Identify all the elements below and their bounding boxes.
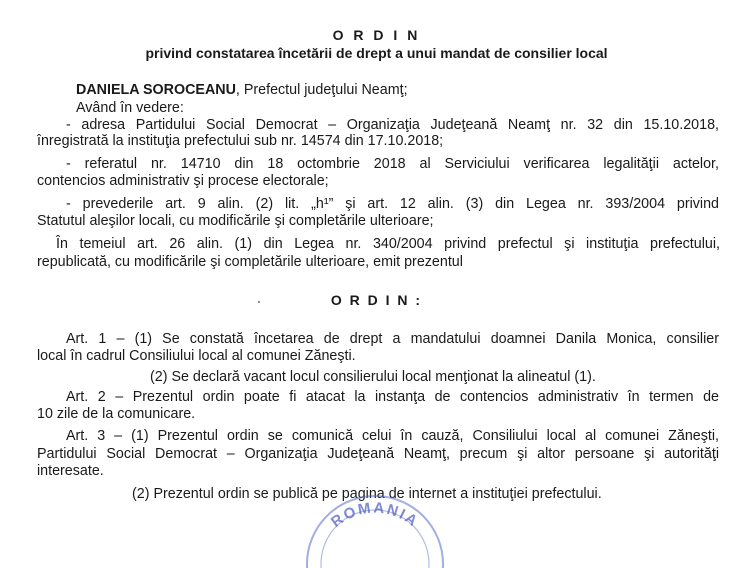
- issuer-line: [76, 82, 408, 99]
- ordin-heading: O R D I N :: [330, 292, 423, 308]
- article-line: 10 zile de la comunicare.: [37, 406, 196, 422]
- considerent-line: - prevederile art. 9 alin. (2) lit. „h¹” şi art. 12 alin. (3) din Legea nr. 393/2004 privind: [66, 196, 719, 212]
- avand-in-vedere: Având în vedere:: [76, 100, 184, 116]
- stamp-text: ROMANIA: [328, 499, 422, 531]
- article-line: local în cadrul Consiliului local al comunei Zăneşti.: [37, 348, 356, 364]
- considerent-line: înregistrată la instituţia prefectului sub nr. 14574 din 17.10.2018;: [37, 133, 444, 149]
- article-line: Art. 3 – (1) Prezentul ordin se comunică celui în cauză, Consiliului local al comunei Zăneşti,: [66, 428, 719, 444]
- considerent-line: contencios administrativ şi procese electorale;: [37, 173, 329, 189]
- document-subtitle: privind constatarea încetării de drept a unui mandat de consilier local: [145, 45, 608, 61]
- issuer-role: , Prefectul judeţului Neamţ;: [235, 82, 408, 98]
- article-line: interesate.: [37, 463, 104, 479]
- considerent-line: - referatul nr. 14710 din 18 octombrie 2018 al Serviciului verificarea legalităţii actelor,: [66, 156, 719, 172]
- official-stamp: [300, 488, 450, 568]
- document-title: O R D I N: [332, 27, 421, 43]
- article-line: (2) Prezentul ordin se publică pe pagina de internet a instituţiei prefectului.: [132, 486, 602, 502]
- article-line: Art. 2 – Prezentul ordin poate fi atacat la instanţa de contencios administrativ în termen de: [66, 389, 719, 405]
- article-line: Art. 1 – (1) Se constată încetarea de drept a mandatului doamnei Danila Monica, consilier: [66, 331, 719, 347]
- considerent-line: republicată, cu modificările şi completările ulterioare, emit prezentul: [37, 254, 463, 270]
- article-line: Partidului Social Democrat – Organizaţia Judeţeană Neamţ, precum şi altor persoane şi autorităţi: [37, 446, 719, 462]
- considerent-line: În temeiul art. 26 alin. (1) din Legea nr. 340/2004 privind prefectul şi instituţia prefectului,: [56, 236, 720, 252]
- considerent-line: - adresa Partidului Social Democrat – Organizaţia Judeţeană Neamţ nr. 32 din 15.10.2018,: [66, 117, 719, 133]
- considerent-line: Statutul aleşilor locali, cu modificările şi completările ulterioare;: [37, 213, 434, 229]
- article-line: (2) Se declară vacant locul consilierului local menţionat la alineatul (1).: [150, 369, 596, 385]
- issuer-name: DANIELA SOROCEANU: [76, 82, 236, 98]
